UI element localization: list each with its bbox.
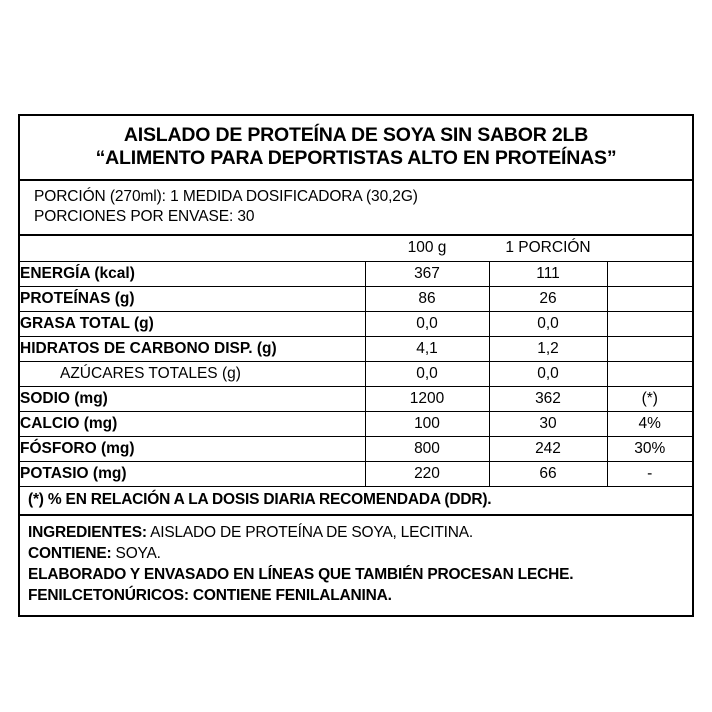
value-per-100g: 0,0	[365, 361, 489, 386]
nutrient-unit: (g)	[256, 339, 277, 357]
table-row	[20, 361, 692, 386]
value-ddr	[607, 261, 692, 286]
header-per-100g: 100 g	[365, 236, 489, 261]
table-row	[20, 311, 692, 336]
value-per-100g: 0,0	[365, 311, 489, 336]
contains-label: CONTIENE:	[28, 544, 112, 562]
nutrient-name: AZÚCARES TOTALES	[60, 364, 218, 382]
header-blank-cell	[20, 236, 365, 261]
value-per-100g: 220	[365, 461, 489, 486]
nutrient-name: SODIO	[20, 389, 70, 407]
ddr-footnote: (*) % EN RELACIÓN A LA DOSIS DIARIA RECOMENDADA (DDR).	[20, 487, 692, 516]
servings-per-container-line: PORCIONES POR ENVASE: 30	[34, 208, 255, 225]
value-per-portion: 111	[489, 261, 607, 286]
value-per-portion: 0,0	[489, 361, 607, 386]
ingredients-label: INGREDIENTES:	[28, 523, 147, 541]
table-row	[20, 386, 692, 411]
value-per-100g: 367	[365, 261, 489, 286]
table-header-row	[20, 236, 692, 261]
value-ddr: 4%	[607, 411, 692, 436]
header-per-portion: 1 PORCIÓN	[489, 236, 607, 261]
header-ddr	[607, 236, 692, 261]
contains-value: SOYA.	[111, 544, 161, 562]
title-block	[20, 116, 692, 181]
value-ddr	[607, 286, 692, 311]
value-per-portion: 0,0	[489, 311, 607, 336]
nutrient-unit: (mg)	[83, 414, 118, 432]
nutrient-unit: (kcal)	[94, 264, 135, 282]
nutrient-unit: (g)	[114, 289, 135, 307]
value-ddr: (*)	[607, 386, 692, 411]
value-ddr: 30%	[607, 436, 692, 461]
nutrient-name-cell	[20, 286, 365, 311]
nutrient-name: HIDRATOS DE CARBONO DISP.	[20, 339, 253, 357]
value-per-portion: 242	[489, 436, 607, 461]
value-per-100g: 86	[365, 286, 489, 311]
value-per-100g: 100	[365, 411, 489, 436]
value-ddr: -	[607, 461, 692, 486]
table-row	[20, 436, 692, 461]
nutrient-name: POTASIO	[20, 464, 89, 482]
ingredients-value: AISLADO DE PROTEÍNA DE SOYA, LECITINA.	[146, 523, 473, 541]
nutrient-name: PROTEÍNAS	[20, 289, 111, 307]
nutrient-name-cell	[20, 336, 365, 361]
serving-info-block	[20, 181, 692, 236]
value-per-portion: 26	[489, 286, 607, 311]
nutrient-name-cell	[20, 361, 365, 386]
value-per-100g: 1200	[365, 386, 489, 411]
nutrient-name-cell	[20, 311, 365, 336]
cross-contamination-line: ELABORADO Y ENVASADO EN LÍNEAS QUE TAMBIÉN PROCESAN LECHE.	[28, 565, 574, 583]
table-row	[20, 336, 692, 361]
serving-size-line: PORCIÓN (270ml): 1 MEDIDA DOSIFICADORA (30,2G)	[34, 188, 418, 205]
ingredients-line	[28, 522, 692, 543]
phenylketonurics-line: FENILCETONÚRICOS: CONTIENE FENILALANINA.	[28, 586, 392, 604]
nutrient-name: ENERGÍA	[20, 264, 91, 282]
table-row	[20, 461, 692, 486]
table-row	[20, 411, 692, 436]
nutrient-name-cell	[20, 461, 365, 486]
nutrition-table	[20, 236, 692, 487]
nutrient-name-cell	[20, 261, 365, 286]
nutrient-unit: (mg)	[92, 464, 127, 482]
value-ddr	[607, 311, 692, 336]
ingredients-block	[20, 516, 692, 615]
nutrient-unit: (mg)	[74, 389, 108, 407]
table-row	[20, 261, 692, 286]
value-per-portion: 1,2	[489, 336, 607, 361]
value-ddr	[607, 336, 692, 361]
nutrient-name-cell	[20, 436, 365, 461]
value-per-portion: 66	[489, 461, 607, 486]
product-title-line-2: “ALIMENTO PARA DEPORTISTAS ALTO EN PROTEÍNAS”	[95, 147, 617, 169]
product-title-line-1: AISLADO DE PROTEÍNA DE SOYA SIN SABOR 2LB	[123, 124, 589, 146]
nutrient-name: CALCIO	[20, 414, 80, 432]
value-per-portion: 30	[489, 411, 607, 436]
nutrient-unit: (mg)	[100, 439, 135, 457]
nutrient-name-cell	[20, 386, 365, 411]
nutrient-name: GRASA TOTAL	[20, 314, 130, 332]
value-per-100g: 800	[365, 436, 489, 461]
nutrition-facts-panel	[18, 114, 694, 617]
value-ddr	[607, 361, 692, 386]
table-row	[20, 286, 692, 311]
value-per-100g: 4,1	[365, 336, 489, 361]
nutrient-unit: (g)	[133, 314, 154, 332]
nutrient-name-cell	[20, 411, 365, 436]
value-per-portion: 362	[489, 386, 607, 411]
nutrient-name: FÓSFORO	[20, 439, 97, 457]
contains-line	[28, 543, 692, 564]
nutrient-unit: (g)	[221, 364, 241, 382]
